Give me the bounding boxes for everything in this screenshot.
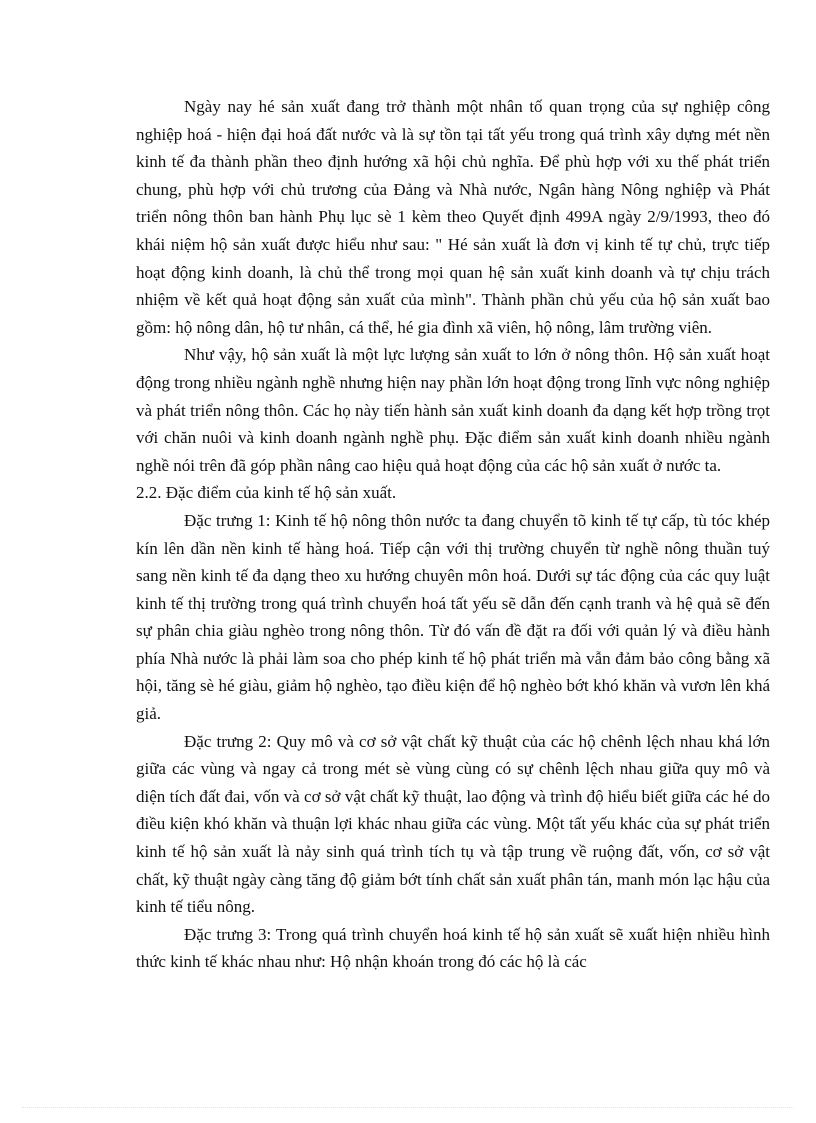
section-heading: 2.2. Đặc điểm của kinh tế hộ sản xuất. — [136, 483, 397, 503]
page-bottom-divider — [22, 1107, 794, 1108]
paragraph-characteristic-1: Đặc trưng 1: Kinh tế hộ nông thôn nước ta đang chuyển tõ kinh tế tự cấp, tù tóc khép kín lên dần nền kinh tế hàng hoá. Tiếp cận với thị trường chuyển từ nghề nông thuần tuý sang nền kinh tế đa dạng theo xu hướng chuyên môn hoá. Dưới sự tác động của các quy luật kinh tế thị trường trong quá trình chuyển hoá tất yếu sẽ dẫn đến cạnh tranh và hệ quả sẽ đến sự phân chia giàu nghèo trong nông thôn. Từ đó vấn đề đặt ra đối với quản lý và điều hành phía Nhà nước là phải làm soa cho phép kinh tế hộ phát triển mà vẫn đảm bảo công bằng xã hội, tăng sè hé giàu, giảm hộ nghèo, tạo điều kiện để hộ nghèo bớt khó khăn và vươn lên khá giả. — [136, 510, 770, 724]
paragraph-household-role: Như vậy, hộ sản xuất là một lực lượng sản xuất to lớn ở nông thôn. Hộ sản xuất hoạt động trong nhiều ngành nghề nhưng hiện nay phần lớn hoạt động trong lĩnh vực nông nghiệp và phát triển nông thôn. Các họ này tiến hành sản xuất kinh doanh đa dạng kết hợp trồng trọt với chăn nuôi và kinh doanh ngành nghề phụ. Đặc điểm sản xuất kinh doanh nhiều ngành nghề nói trên đã góp phần nâng cao hiệu quả hoạt động của các hộ sản xuất ở nước ta. — [136, 345, 770, 475]
paragraph-household-definition: Ngày nay hé sản xuất đang trở thành một nhân tố quan trọng của sự nghiệp công nghiệp hoá - hiện đại hoá đất nước và là sự tồn tại tất yếu trong quá trình xây dựng mét nền kinh tế đa thành phần theo định hướng xã hội chủ nghĩa. Để phù hợp với xu thế phát triển chung, phù hợp với chủ trương của Đảng và Nhà nước, Ngân hàng Nông nghiệp và Phát triển nông thôn ban hành Phụ lục sè 1 kèm theo Quyết định 499A ngày 2/9/1993, theo đó khái niệm hộ sản xuất được hiểu như sau: " Hé sản xuất là đơn vị kinh tế tự chủ, trực tiếp hoạt động kinh doanh, là chủ thể trong mọi quan hệ sản xuất kinh doanh và tự chịu trách nhiệm về kết quả hoạt động sản xuất của mình". Thành phần chủ yếu của hộ sản xuất bao gồm: hộ nông dân, hộ tư nhân, cá thể, hé gia đình xã viên, hộ nông, lâm trường viên. — [136, 97, 770, 337]
document-body — [136, 93, 770, 976]
paragraph-characteristic-2: Đặc trưng 2: Quy mô và cơ sở vật chất kỹ thuật của các hộ chênh lệch nhau khá lớn giữa các vùng và ngay cả trong mét sè vùng cùng có sự chênh lệch nhau giữa quy mô và diện tích đất đai, vốn và cơ sở vật chất kỹ thuật, lao động và trình độ hiểu biết giữa các hé do điều kiện khó khăn và thuận lợi khác nhau giữa các vùng. Một tất yếu khác của sự phát triển kinh tế hộ sản xuất là nảy sinh quá trình tích tụ và tập trung về ruộng đất, vốn, cơ sở vật chất, kỹ thuật ngày càng tăng độ giảm bớt tính chất sản xuất phân tán, manh món lạc hậu của kinh tế tiểu nông. — [136, 731, 770, 917]
paragraph-characteristic-3: Đặc trưng 3: Trong quá trình chuyển hoá kinh tế hộ sản xuất sẽ xuất hiện nhiều hình thức kinh tế khác nhau như: Hộ nhận khoán trong đó các hộ là các — [136, 924, 770, 972]
